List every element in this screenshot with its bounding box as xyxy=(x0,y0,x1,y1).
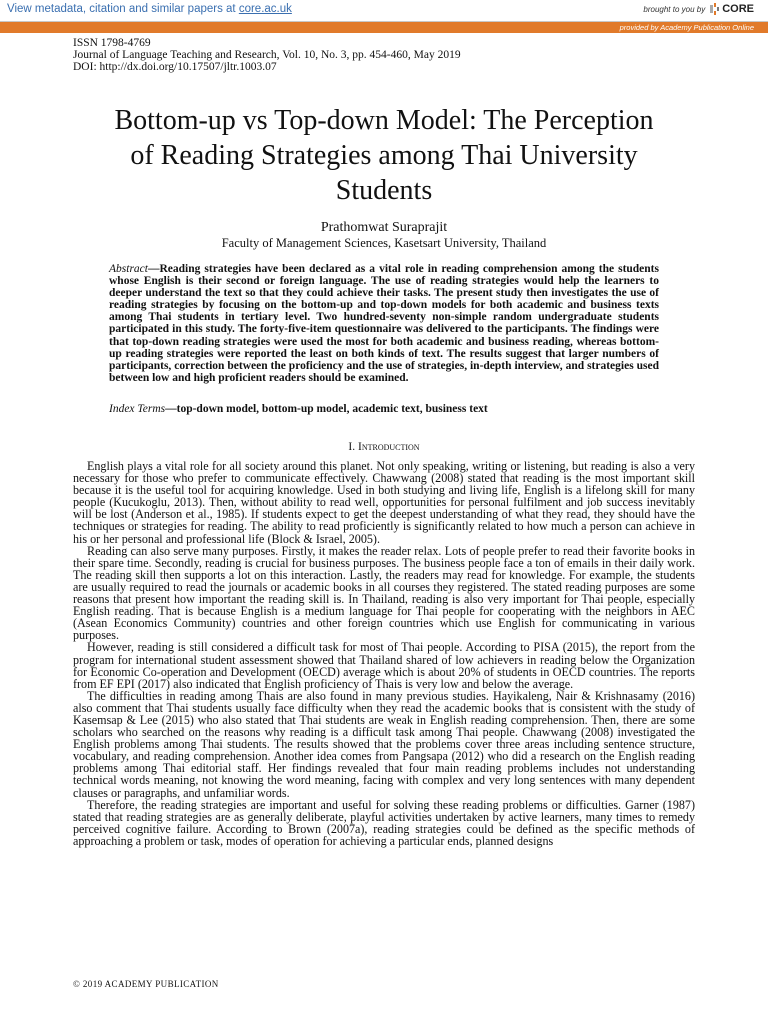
core-banner xyxy=(0,0,768,22)
core-link-text[interactable]: core.ac.uk xyxy=(238,3,292,15)
index-terms-text: —top-down model, bottom-up model, academic text, business text xyxy=(165,403,488,415)
author-name: Prathomwat Suraprajit xyxy=(320,220,448,235)
paragraph-1: English plays a vital role for all society around this planet. Not only speaking, writing or listening, but reading is also a very necessary for those who prefer to communicate effectively. Chawwang (2008) stated that reading is the most important skill because it is the useful tool for acquiring knowledge. Used in both studying and living life, English is a lifelong skill for many people (Kucukoglu, 2013). Then, without ability to read well, opportunities for personal fulfilment and job success inevitably will be lost (Anderson et al., 1985). If students expect to get the deepest understanding of what they read, they should have the techniques or strategies for reading. The ability to read proficiently is significantly related to how much a person can achieve in his or her personal and professional life (Block & Israel, 2005). xyxy=(73,459,695,546)
issn: ISSN 1798-4769 xyxy=(73,37,151,49)
section-title: Introduction xyxy=(357,441,420,453)
core-link-prefix: View metadata, citation and similar papers at xyxy=(7,3,239,15)
abstract-label: Abstract xyxy=(109,263,148,275)
core-provided-by[interactable]: provided by Academy Publication Online xyxy=(619,23,754,32)
paragraph-2: Reading can also serve many purposes. Firstly, it makes the reader relax. Lots of people prefer to read their favorite books in their spare time. Secondly, reading is crucial for business purposes. The business people face a ton of emails in their daily work. The reading skill then supports a lot on this interaction. Lastly, the readers may read for knowledge. For example, the students are usually required to read the journals or academic books in all courses they registered. The stated reading purposes are some reasons that present how important the reading skill is. In Thailand, reading is also very important for Thai people, especially English reading. That is because English is a medium language for Thai people for cooperating with the neighbors in AEC (Asean Economics Community) countries and other foreign countries which use English for communicating in various purposes. xyxy=(73,543,695,643)
index-terms xyxy=(109,403,659,415)
title-line-3: Students xyxy=(335,175,433,206)
section-heading xyxy=(0,441,768,453)
core-logo-icon xyxy=(709,3,720,15)
journal-citation: Journal of Language Teaching and Research, Vol. 10, No. 3, pp. 454-460, May 2019 xyxy=(73,49,461,61)
core-logo[interactable] xyxy=(709,3,754,15)
paragraph-5: Therefore, the reading strategies are important and useful for solving these reading problems or difficulties. Garner (1987) stated that reading strategies are as generally deliberate, playful activities undertaken by active learners, many times to remedy perceived cognitive failure. According to Brown (2007a), reading strategies could be defined as the specific methods of approaching a problem or task, modes of operation for achieving a particular ends, planned designs xyxy=(73,797,695,848)
core-brought-by: brought to you by xyxy=(643,4,706,14)
title-line-2: of Reading Strategies among Thai University xyxy=(130,140,638,171)
section-number: I. xyxy=(348,441,358,453)
author-affiliation: Faculty of Management Sciences, Kasetsart University, Thailand xyxy=(221,236,547,250)
core-metadata-link[interactable] xyxy=(7,3,292,15)
abstract xyxy=(109,263,659,384)
journal-header xyxy=(73,37,461,73)
title-line-1: Bottom-up vs Top-down Model: The Perception xyxy=(114,105,654,136)
core-brand xyxy=(643,3,754,15)
core-logo-text: CORE xyxy=(722,3,754,15)
index-terms-label: Index Terms xyxy=(109,403,166,415)
body-text xyxy=(73,460,695,847)
paragraph-4: The difficulties in reading among Thais are also found in many previous studies. Hayikaleng, Nair & Krishnasamy (2016) also comment that Thai students usually face difficulty when they read the academic books that is consistent with the study of Kasemsap & Lee (2015) who also stated that Thai students are weak in English reading comprehension. Then, there are some scholars who searched on the reasons why reading is a difficult task among Thai people. Chawwang (2008) investigated the English problems among Thai students. The results showed that the problems cover three areas including sentence structure, vocabulary, and reading comprehension. Another idea comes from Pangsapa (2012) who did a research on the English reading problems among Thai editorial staff. Her findings revealed that four main reading problems includes not understanding technical words meaning, not knowing the word meaning, facing with complex and very long sentences with many dependent clauses or paragraphs, and unfamiliar words. xyxy=(73,688,695,800)
core-provided-bar xyxy=(0,22,768,33)
paragraph-3: However, reading is still considered a difficult task for most of Thai people. According to PISA (2015), the report from the program for international student assessment showed that Thailand shared of low achievers in reading below the Organization for Economic Co-operation and Development (OECD) average which is about 20% of students in OECD countries. The reports from EF EPI (2017) also indicated that English proficiency of Thais is very low and below the average. xyxy=(73,640,695,691)
paper-title xyxy=(60,103,708,208)
abstract-text: —Reading strategies have been declared as a vital role in reading comprehension among the students whose English is their second or foreign language. The use of reading strategies would help the learners to deeper understand the text so that they could achieve their tasks. The present study then investigates the use of reading strategies by focusing on the bottom-up and top-down models for both academic and business texts among Thai students in tertiary level. Two hundred-seventy non-simple random undergraduate students participated in this study. The forty-five-item questionnaire was delivered to the participants. The findings were that top-down reading strategies were used the most for both academic and business reading, whereas bottom-up reading strategies were reported the least on both kinds of text. The results suggest that larger numbers of participants, correction between the proficiency and the use of strategies, in-depth interview, and strategies used between low and high proficient readers should be examined. xyxy=(109,263,659,384)
footer-copyright: © 2019 ACADEMY PUBLICATION xyxy=(73,979,219,989)
doi: DOI: http://dx.doi.org/10.17507/jltr.1003.07 xyxy=(73,61,277,73)
